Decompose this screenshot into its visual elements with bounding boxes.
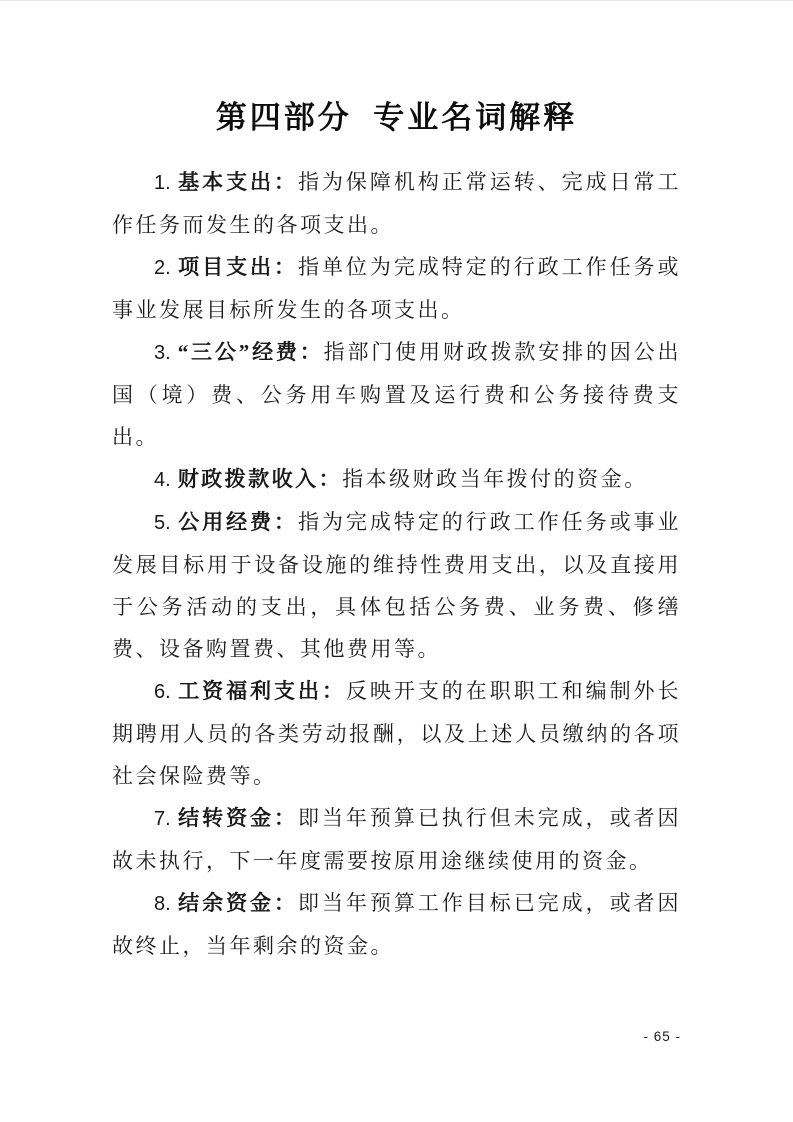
term-paragraph-project-expenditure	[112, 246, 681, 331]
term-label: 项目支出：	[177, 255, 298, 279]
term-definition: 指部门使用财政拨款安排的因公出国（境）费、公务用车购置及运行费和公务接待费支出。	[112, 340, 681, 449]
term-label: 财政拨款收入：	[177, 467, 343, 491]
term-definition: 指为完成特定的行政工作任务或事业发展目标用于设备设施的维持性费用支出，以及直接用于公务活动的支出，具体包括公务费、业务费、修缮费、设备购置费、其他费用等。	[112, 510, 682, 661]
term-paragraph-surplus-funds	[112, 882, 681, 967]
term-paragraph-public-funds	[112, 501, 681, 670]
term-label: 结余资金：	[177, 891, 298, 915]
term-number: 8.	[154, 893, 171, 915]
term-paragraph-basic-expenditure	[112, 161, 681, 246]
term-definition: 指本级财政当年拨付的资金。	[342, 467, 648, 491]
term-definition: 反映开支的在职职工和编制外长期聘用人员的各类劳动报酬，以及上述人员缴纳的各项社会保险费等。	[112, 679, 682, 788]
term-paragraph-three-public-funds	[112, 331, 681, 458]
term-number: 5.	[154, 512, 171, 534]
term-number: 4.	[154, 469, 171, 491]
document-content	[0, 97, 793, 967]
term-label: 结转资金：	[177, 806, 298, 830]
term-paragraph-fiscal-appropriation-income	[112, 458, 681, 501]
term-definition: 即当年预算已执行但未完成，或者因故未执行，下一年度需要按原用途继续使用的资金。	[112, 806, 682, 873]
term-paragraph-carryover-funds	[112, 797, 681, 882]
page-number: - 65 -	[643, 1029, 681, 1044]
term-label: 基本支出：	[177, 170, 298, 194]
term-label: “三公”经费：	[177, 340, 324, 364]
term-definition: 即当年预算工作目标已完成，或者因故终止，当年剩余的资金。	[112, 891, 682, 958]
page-title: 第四部分 专业名词解释	[215, 100, 578, 135]
term-paragraph-salary-welfare-expenditure	[112, 670, 681, 797]
term-definition: 指为保障机构正常运转、完成日常工作任务而发生的各项支出。	[112, 170, 682, 237]
term-label: 公用经费：	[177, 510, 298, 534]
term-number: 2.	[154, 257, 171, 279]
term-definition: 指单位为完成特定的行政工作任务或事业发展目标所发生的各项支出。	[112, 255, 682, 322]
term-number: 1.	[154, 172, 171, 194]
term-label: 工资福利支出：	[177, 679, 346, 703]
term-number: 6.	[154, 681, 171, 703]
term-number: 7.	[154, 808, 171, 830]
term-number: 3.	[154, 342, 171, 364]
